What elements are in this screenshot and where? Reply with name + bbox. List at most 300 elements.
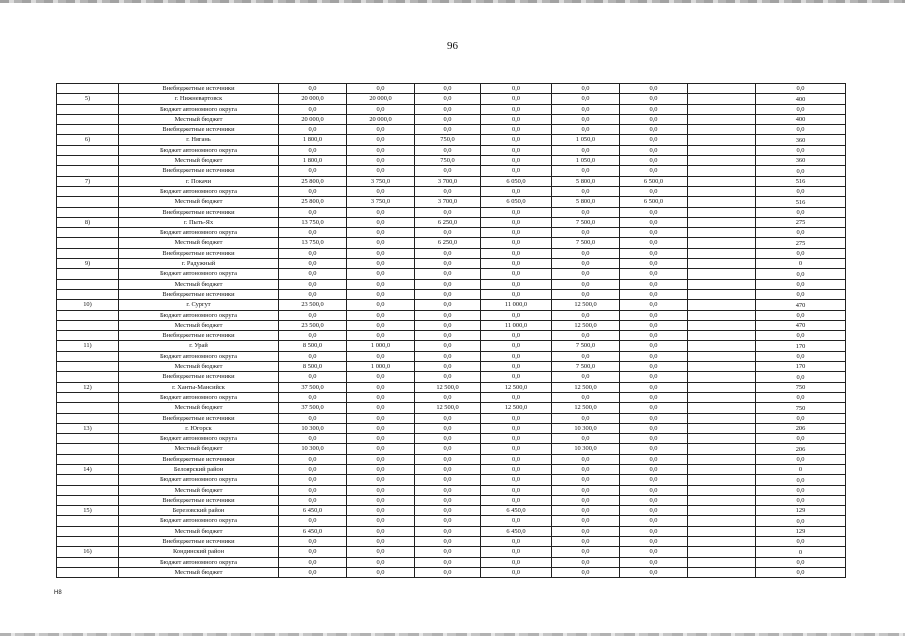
value-cell: 7 500,0: [552, 238, 620, 248]
value-cell: 8 500,0: [279, 341, 347, 351]
value-cell: 0,0: [552, 526, 620, 536]
value-cell: [688, 454, 756, 464]
table-row: [57, 310, 846, 320]
row-name-cell: Внебюджетные источники: [119, 166, 279, 176]
value-cell: 0,0: [481, 567, 552, 577]
row-number-cell: [57, 537, 119, 547]
indicator-cell: 170: [756, 362, 846, 372]
value-cell: [688, 351, 756, 361]
value-cell: 0,0: [415, 495, 481, 505]
row-name-cell: Бюджет автономного округа: [119, 475, 279, 485]
value-cell: 0,0: [415, 166, 481, 176]
value-cell: 0,0: [481, 362, 552, 372]
value-cell: 0,0: [347, 434, 415, 444]
table-row: [57, 279, 846, 289]
value-cell: 0,0: [481, 104, 552, 114]
row-name-cell: Внебюджетные источники: [119, 248, 279, 258]
value-cell: 0,0: [481, 269, 552, 279]
value-cell: 6 500,0: [620, 197, 688, 207]
table-row: [57, 444, 846, 454]
table-row: [57, 238, 846, 248]
value-cell: 20 000,0: [347, 114, 415, 124]
value-cell: 0,0: [620, 156, 688, 166]
row-number-cell: [57, 269, 119, 279]
value-cell: 0,0: [347, 495, 415, 505]
value-cell: 11 000,0: [481, 300, 552, 310]
value-cell: 0,0: [481, 392, 552, 402]
value-cell: 0,0: [620, 382, 688, 392]
table-row: [57, 413, 846, 423]
row-name-cell: Внебюджетные источники: [119, 289, 279, 299]
value-cell: 0,0: [620, 464, 688, 474]
value-cell: 0,0: [481, 434, 552, 444]
value-cell: 0,0: [279, 475, 347, 485]
value-cell: 0,0: [552, 485, 620, 495]
value-cell: [688, 423, 756, 433]
value-cell: 0,0: [347, 217, 415, 227]
value-cell: [688, 567, 756, 577]
value-cell: 0,0: [620, 145, 688, 155]
indicator-cell: 470: [756, 320, 846, 330]
value-cell: [688, 310, 756, 320]
value-cell: 0,0: [620, 372, 688, 382]
value-cell: 0,0: [552, 94, 620, 104]
value-cell: 0,0: [279, 413, 347, 423]
value-cell: 0,0: [279, 289, 347, 299]
row-name-cell: Местный бюджет: [119, 320, 279, 330]
row-number-cell: [57, 485, 119, 495]
value-cell: [688, 94, 756, 104]
value-cell: 0,0: [552, 331, 620, 341]
value-cell: 0,0: [415, 392, 481, 402]
row-name-cell: Внебюджетные источники: [119, 207, 279, 217]
value-cell: 0,0: [347, 289, 415, 299]
row-number-cell: [57, 351, 119, 361]
indicator-cell: 206: [756, 444, 846, 454]
value-cell: 7 500,0: [552, 362, 620, 372]
value-cell: 0,0: [620, 454, 688, 464]
value-cell: [688, 238, 756, 248]
value-cell: 0,0: [347, 125, 415, 135]
value-cell: 0,0: [279, 547, 347, 557]
value-cell: 3 750,0: [347, 197, 415, 207]
value-cell: 12 500,0: [481, 403, 552, 413]
value-cell: 0,0: [347, 300, 415, 310]
value-cell: 0,0: [415, 547, 481, 557]
indicator-cell: 0,0: [756, 186, 846, 196]
value-cell: 0,0: [620, 228, 688, 238]
value-cell: 0,0: [620, 506, 688, 516]
value-cell: 3 750,0: [347, 176, 415, 186]
indicator-cell: 0,0: [756, 351, 846, 361]
value-cell: [688, 248, 756, 258]
value-cell: 0,0: [620, 248, 688, 258]
value-cell: 0,0: [279, 269, 347, 279]
row-name-cell: г. Сургут: [119, 300, 279, 310]
indicator-cell: 0,0: [756, 166, 846, 176]
table-row: [57, 557, 846, 567]
value-cell: 0,0: [481, 495, 552, 505]
value-cell: 10 300,0: [552, 423, 620, 433]
indicator-cell: 0,0: [756, 434, 846, 444]
value-cell: 0,0: [415, 259, 481, 269]
value-cell: 0,0: [347, 423, 415, 433]
table-row: [57, 372, 846, 382]
row-name-cell: Местный бюджет: [119, 114, 279, 124]
value-cell: 0,0: [279, 372, 347, 382]
value-cell: 0,0: [347, 228, 415, 238]
indicator-cell: 750: [756, 403, 846, 413]
value-cell: 0,0: [481, 166, 552, 176]
value-cell: [688, 444, 756, 454]
value-cell: 0,0: [552, 392, 620, 402]
indicator-cell: 360: [756, 156, 846, 166]
value-cell: 0,0: [279, 516, 347, 526]
value-cell: 0,0: [347, 320, 415, 330]
value-cell: 0,0: [620, 238, 688, 248]
value-cell: [688, 156, 756, 166]
indicator-cell: 0,0: [756, 413, 846, 423]
table-row: [57, 166, 846, 176]
value-cell: 0,0: [415, 248, 481, 258]
row-number-cell: [57, 475, 119, 485]
value-cell: 0,0: [481, 341, 552, 351]
row-name-cell: Бюджет автономного округа: [119, 145, 279, 155]
value-cell: [688, 186, 756, 196]
value-cell: 0,0: [347, 166, 415, 176]
value-cell: 0,0: [620, 557, 688, 567]
row-number-cell: [57, 248, 119, 258]
value-cell: 0,0: [481, 248, 552, 258]
value-cell: 37 500,0: [279, 403, 347, 413]
value-cell: 0,0: [552, 186, 620, 196]
row-number-cell: 9): [57, 259, 119, 269]
row-number-cell: [57, 454, 119, 464]
indicator-cell: 0,0: [756, 372, 846, 382]
value-cell: 0,0: [347, 567, 415, 577]
row-name-cell: Местный бюджет: [119, 403, 279, 413]
row-number-cell: [57, 392, 119, 402]
value-cell: 12 500,0: [552, 320, 620, 330]
value-cell: 0,0: [415, 300, 481, 310]
value-cell: 0,0: [620, 495, 688, 505]
value-cell: 0,0: [481, 485, 552, 495]
table-row: [57, 495, 846, 505]
value-cell: 0,0: [347, 135, 415, 145]
table-row: [57, 289, 846, 299]
table-row: [57, 331, 846, 341]
value-cell: 0,0: [415, 557, 481, 567]
value-cell: 12 500,0: [552, 382, 620, 392]
value-cell: 0,0: [481, 454, 552, 464]
value-cell: [688, 135, 756, 145]
row-name-cell: Местный бюджет: [119, 567, 279, 577]
value-cell: 0,0: [552, 207, 620, 217]
value-cell: 750,0: [415, 135, 481, 145]
table-row: [57, 248, 846, 258]
value-cell: 0,0: [481, 186, 552, 196]
value-cell: 0,0: [620, 114, 688, 124]
row-number-cell: [57, 362, 119, 372]
value-cell: 0,0: [481, 413, 552, 423]
value-cell: 0,0: [620, 444, 688, 454]
value-cell: 0,0: [347, 464, 415, 474]
indicator-cell: 0,0: [756, 537, 846, 547]
value-cell: 0,0: [620, 475, 688, 485]
indicator-cell: 0,0: [756, 557, 846, 567]
row-number-cell: [57, 320, 119, 330]
value-cell: [688, 403, 756, 413]
value-cell: 0,0: [620, 362, 688, 372]
value-cell: 0,0: [481, 217, 552, 227]
indicator-cell: 0,0: [756, 485, 846, 495]
value-cell: 0,0: [481, 114, 552, 124]
value-cell: 0,0: [620, 84, 688, 94]
value-cell: [688, 289, 756, 299]
value-cell: 0,0: [279, 310, 347, 320]
value-cell: 23 500,0: [279, 320, 347, 330]
indicator-cell: 0,0: [756, 495, 846, 505]
value-cell: 0,0: [620, 279, 688, 289]
value-cell: 0,0: [620, 259, 688, 269]
row-number-cell: [57, 403, 119, 413]
value-cell: 0,0: [415, 114, 481, 124]
value-cell: 0,0: [415, 320, 481, 330]
value-cell: 0,0: [620, 104, 688, 114]
value-cell: 0,0: [552, 454, 620, 464]
value-cell: 0,0: [279, 125, 347, 135]
row-name-cell: Бюджет автономного округа: [119, 269, 279, 279]
indicator-cell: 129: [756, 526, 846, 536]
row-name-cell: Внебюджетные источники: [119, 537, 279, 547]
value-cell: 0,0: [347, 331, 415, 341]
value-cell: 0,0: [347, 537, 415, 547]
value-cell: 0,0: [552, 506, 620, 516]
value-cell: 0,0: [552, 228, 620, 238]
indicator-cell: 0,0: [756, 310, 846, 320]
value-cell: 0,0: [481, 444, 552, 454]
value-cell: [688, 197, 756, 207]
value-cell: 23 500,0: [279, 300, 347, 310]
row-name-cell: Внебюджетные источники: [119, 125, 279, 135]
row-number-cell: [57, 310, 119, 320]
row-name-cell: Внебюджетные источники: [119, 84, 279, 94]
value-cell: 0,0: [481, 238, 552, 248]
value-cell: 0,0: [620, 485, 688, 495]
value-cell: 0,0: [279, 537, 347, 547]
row-name-cell: Бюджет автономного округа: [119, 186, 279, 196]
indicator-cell: 0,0: [756, 279, 846, 289]
value-cell: 0,0: [552, 413, 620, 423]
table-row: [57, 114, 846, 124]
row-name-cell: Местный бюджет: [119, 485, 279, 495]
value-cell: 0,0: [415, 485, 481, 495]
value-cell: 1 050,0: [552, 156, 620, 166]
indicator-cell: 516: [756, 176, 846, 186]
row-name-cell: Березовский район: [119, 506, 279, 516]
value-cell: 0,0: [415, 145, 481, 155]
table-row: [57, 392, 846, 402]
value-cell: 0,0: [415, 269, 481, 279]
value-cell: [688, 547, 756, 557]
value-cell: 0,0: [481, 537, 552, 547]
value-cell: 13 750,0: [279, 217, 347, 227]
value-cell: 37 500,0: [279, 382, 347, 392]
value-cell: 12 500,0: [415, 382, 481, 392]
table-row: [57, 341, 846, 351]
value-cell: 0,0: [552, 166, 620, 176]
value-cell: 0,0: [279, 454, 347, 464]
value-cell: 0,0: [279, 485, 347, 495]
value-cell: 0,0: [481, 94, 552, 104]
value-cell: 0,0: [481, 259, 552, 269]
value-cell: 0,0: [347, 279, 415, 289]
value-cell: 0,0: [279, 259, 347, 269]
table-row: [57, 94, 846, 104]
row-number-cell: 7): [57, 176, 119, 186]
row-number-cell: [57, 228, 119, 238]
value-cell: 0,0: [347, 104, 415, 114]
value-cell: 6 450,0: [481, 526, 552, 536]
indicator-cell: 129: [756, 506, 846, 516]
indicator-cell: 0,0: [756, 228, 846, 238]
value-cell: 0,0: [552, 537, 620, 547]
value-cell: 0,0: [481, 423, 552, 433]
value-cell: 0,0: [347, 156, 415, 166]
value-cell: 0,0: [415, 537, 481, 547]
value-cell: 0,0: [415, 331, 481, 341]
indicator-cell: 400: [756, 94, 846, 104]
table-row: [57, 320, 846, 330]
indicator-cell: 0,0: [756, 269, 846, 279]
value-cell: [688, 485, 756, 495]
value-cell: [688, 372, 756, 382]
row-number-cell: 14): [57, 464, 119, 474]
value-cell: 5 800,0: [552, 176, 620, 186]
budget-table: [56, 83, 846, 578]
value-cell: [688, 475, 756, 485]
row-number-cell: 10): [57, 300, 119, 310]
value-cell: 0,0: [415, 125, 481, 135]
row-name-cell: Местный бюджет: [119, 197, 279, 207]
row-name-cell: Местный бюджет: [119, 279, 279, 289]
value-cell: 0,0: [620, 331, 688, 341]
indicator-cell: 206: [756, 423, 846, 433]
value-cell: [688, 125, 756, 135]
value-cell: 0,0: [279, 279, 347, 289]
indicator-cell: 170: [756, 341, 846, 351]
value-cell: 0,0: [620, 269, 688, 279]
value-cell: 0,0: [552, 495, 620, 505]
value-cell: 0,0: [620, 403, 688, 413]
table-row: [57, 145, 846, 155]
table-row: [57, 362, 846, 372]
row-number-cell: [57, 197, 119, 207]
table-row: [57, 485, 846, 495]
value-cell: 0,0: [415, 341, 481, 351]
value-cell: 0,0: [481, 135, 552, 145]
value-cell: 0,0: [620, 537, 688, 547]
value-cell: 0,0: [415, 434, 481, 444]
table-row: [57, 382, 846, 392]
value-cell: 0,0: [620, 434, 688, 444]
row-number-cell: [57, 238, 119, 248]
value-cell: 13 750,0: [279, 238, 347, 248]
value-cell: 0,0: [347, 382, 415, 392]
value-cell: 7 500,0: [552, 217, 620, 227]
value-cell: 0,0: [279, 186, 347, 196]
indicator-cell: 0,0: [756, 516, 846, 526]
table-row: [57, 526, 846, 536]
value-cell: 8 500,0: [279, 362, 347, 372]
value-cell: [688, 382, 756, 392]
value-cell: 0,0: [279, 228, 347, 238]
value-cell: 1 050,0: [552, 135, 620, 145]
scan-edge-bottom: [0, 633, 905, 636]
value-cell: 0,0: [552, 434, 620, 444]
table-row: [57, 464, 846, 474]
value-cell: 0,0: [347, 248, 415, 258]
row-number-cell: 13): [57, 423, 119, 433]
indicator-cell: 360: [756, 135, 846, 145]
value-cell: 6 450,0: [481, 506, 552, 516]
value-cell: 0,0: [279, 104, 347, 114]
value-cell: 0,0: [415, 104, 481, 114]
value-cell: 0,0: [279, 392, 347, 402]
value-cell: 1 000,0: [347, 362, 415, 372]
table-row: [57, 403, 846, 413]
value-cell: [688, 434, 756, 444]
row-number-cell: [57, 434, 119, 444]
table-row: [57, 516, 846, 526]
value-cell: 6 500,0: [620, 176, 688, 186]
value-cell: 0,0: [552, 84, 620, 94]
value-cell: 3 700,0: [415, 197, 481, 207]
value-cell: 0,0: [279, 84, 347, 94]
value-cell: 0,0: [481, 289, 552, 299]
indicator-cell: 0,0: [756, 331, 846, 341]
table-row: [57, 537, 846, 547]
value-cell: 0,0: [347, 269, 415, 279]
value-cell: 0,0: [279, 351, 347, 361]
row-number-cell: [57, 166, 119, 176]
row-number-cell: [57, 444, 119, 454]
row-number-cell: [57, 156, 119, 166]
table-row: [57, 423, 846, 433]
value-cell: 0,0: [620, 207, 688, 217]
value-cell: 0,0: [347, 485, 415, 495]
budget-table-body: [57, 84, 846, 578]
value-cell: 0,0: [481, 351, 552, 361]
indicator-cell: 516: [756, 197, 846, 207]
value-cell: [688, 537, 756, 547]
row-name-cell: Бюджет автономного округа: [119, 104, 279, 114]
value-cell: 0,0: [620, 94, 688, 104]
row-number-cell: [57, 186, 119, 196]
table-row: [57, 300, 846, 310]
table-row: [57, 269, 846, 279]
row-name-cell: Бюджет автономного округа: [119, 516, 279, 526]
row-name-cell: г. Пыть-Ях: [119, 217, 279, 227]
value-cell: 0,0: [415, 94, 481, 104]
value-cell: 0,0: [279, 166, 347, 176]
value-cell: [688, 114, 756, 124]
value-cell: 0,0: [415, 567, 481, 577]
value-cell: 0,0: [347, 145, 415, 155]
value-cell: 7 500,0: [552, 341, 620, 351]
value-cell: 20 000,0: [279, 94, 347, 104]
row-number-cell: [57, 567, 119, 577]
